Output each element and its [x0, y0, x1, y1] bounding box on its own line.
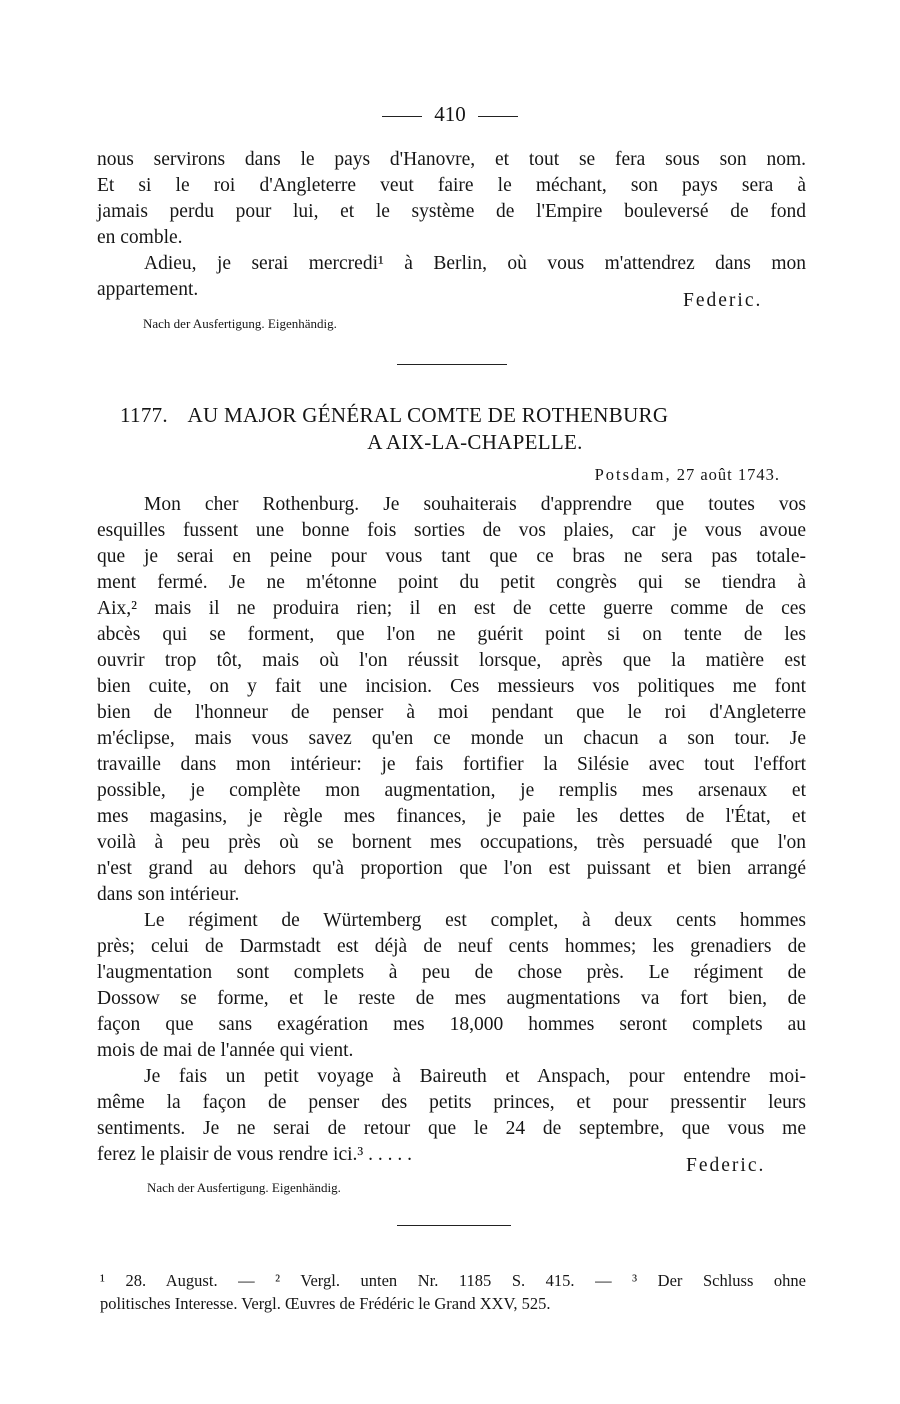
letter1-line-3: jamais perdu pour lui, et le système de l'Empire bouleversé de fond: [97, 201, 806, 222]
p1-line-2: esquilles fussent une bonne fois sorties de vos plaies, car je vous avoue: [97, 520, 806, 541]
letter1-signature: Federic.: [683, 290, 763, 311]
letter1-adieu-line-2: appartement.: [97, 279, 199, 300]
p2-line-2: près; celui de Darmstadt est déjà de neuf cents hommes; les grenadiers de: [97, 936, 806, 957]
p1-line-11: travaille dans mon intérieur: je fais fortifier la Silésie avec tout l'effort: [97, 754, 806, 775]
heading-line-2: A AIX-LA-CHAPELLE.: [367, 430, 583, 454]
p1-line-12: possible, je complète mon augmentation, je remplis mes arsenaux et: [97, 780, 806, 801]
letter2-signature: Federic.: [686, 1155, 766, 1176]
p1-line-3: que je serai en peine pour vous tant que ce bras ne sera pas totale-: [97, 546, 806, 567]
letter2-heading: [120, 402, 790, 456]
p1-line-16: dans son intérieur.: [97, 884, 240, 905]
p3-line-1: Je fais un petit voyage à Baireuth et Anspach, pour entendre moi-: [144, 1066, 806, 1087]
p3-line-2: même la façon de penser des petits princes, et pour pressentir leurs: [97, 1092, 806, 1113]
dateline: [595, 465, 780, 485]
p3-line-4: ferez le plaisir de vous rendre ici.³ . . . . .: [97, 1144, 413, 1165]
letter1-line-4: en comble.: [97, 227, 183, 248]
place: Potsdam,: [594, 465, 672, 484]
letter1-source-note: Nach der Ausfertigung. Eigenhändig.: [143, 316, 337, 331]
p2-line-6: mois de mai de l'année qui vient.: [97, 1040, 354, 1061]
p1-line-13: mes magasins, je règle mes finances, je paie les dettes de l'État, et: [97, 806, 806, 827]
dash-left: [382, 116, 422, 117]
p1-line-4: ment fermé. Je ne m'étonne point du petit congrès qui se tiendra à: [97, 572, 806, 593]
p2-line-4: Dossow se forme, et le reste de mes augmentations va fort bien, de: [97, 988, 806, 1009]
dash-right: [478, 116, 518, 117]
p1-line-9: bien de l'honneur de penser à moi pendant que le roi d'Angleterre: [97, 702, 806, 723]
p1-line-6: abcès qui se forment, que l'on ne guérit point si on tente de les: [97, 624, 806, 645]
letter1-line-2: Et si le roi d'Angleterre veut faire le méchant, son pays sera à: [97, 175, 806, 196]
letter1-line-1: nous servirons dans le pays d'Hanovre, et tout se fera sous son nom.: [97, 149, 806, 170]
page-number: 410: [434, 102, 466, 126]
p1-line-10: m'éclipse, mais vous savez qu'en ce monde un chacun a son tour. Je: [97, 728, 806, 749]
p2-line-3: l'augmentation sont complets à peu de chose près. Le régiment de: [97, 962, 806, 983]
p1-line-7: ouvrir trop tôt, mais où l'on réussit lorsque, après que la matière est: [97, 650, 806, 671]
page-number-line: [0, 102, 900, 127]
p2-line-5: façon que sans exagération mes 18,000 hommes seront complets au: [97, 1014, 806, 1035]
p1-line-15: n'est grand au dehors qu'à proportion que l'on est puissant et bien arrangé: [97, 858, 806, 879]
p1-line-1: Mon cher Rothenburg. Je souhaiterais d'apprendre que toutes vos: [144, 494, 806, 515]
p2-line-1: Le régiment de Würtemberg est complet, à deux cents hommes: [144, 910, 806, 931]
footnote-line-2: politisches Interesse. Vergl. Œuvres de Frédéric le Grand XXV, 525.: [100, 1294, 551, 1313]
letter2-source-note: Nach der Ausfertigung. Eigenhändig.: [147, 1180, 341, 1195]
letter1-adieu-line: Adieu, je serai mercredi¹ à Berlin, où vous m'attendrez dans mon: [144, 253, 806, 274]
section-divider: [397, 364, 507, 365]
heading-line-1: AU MAJOR GÉNÉRAL COMTE DE ROTHENBURG: [187, 403, 669, 427]
letter-number: 1177.: [120, 403, 168, 427]
p3-line-3: sentiments. Je ne serai de retour que le 24 de septembre, que vous me: [97, 1118, 806, 1139]
footnote-divider: [397, 1225, 511, 1226]
p1-line-8: bien cuite, on y fait une incision. Ces messieurs vos politiques me font: [97, 676, 806, 697]
p1-line-5: Aix,² mais il ne produira rien; il en est de cette guerre comme de ces: [97, 598, 806, 619]
p1-line-14: voilà à peu près où se bornent mes occupations, très persuadé que l'on: [97, 832, 806, 853]
footnote-line-1: ¹ 28. August. — ² Vergl. unten Nr. 1185 S. 415. — ³ Der Schluss ohne: [100, 1271, 806, 1290]
date: 27 août 1743.: [676, 465, 780, 484]
